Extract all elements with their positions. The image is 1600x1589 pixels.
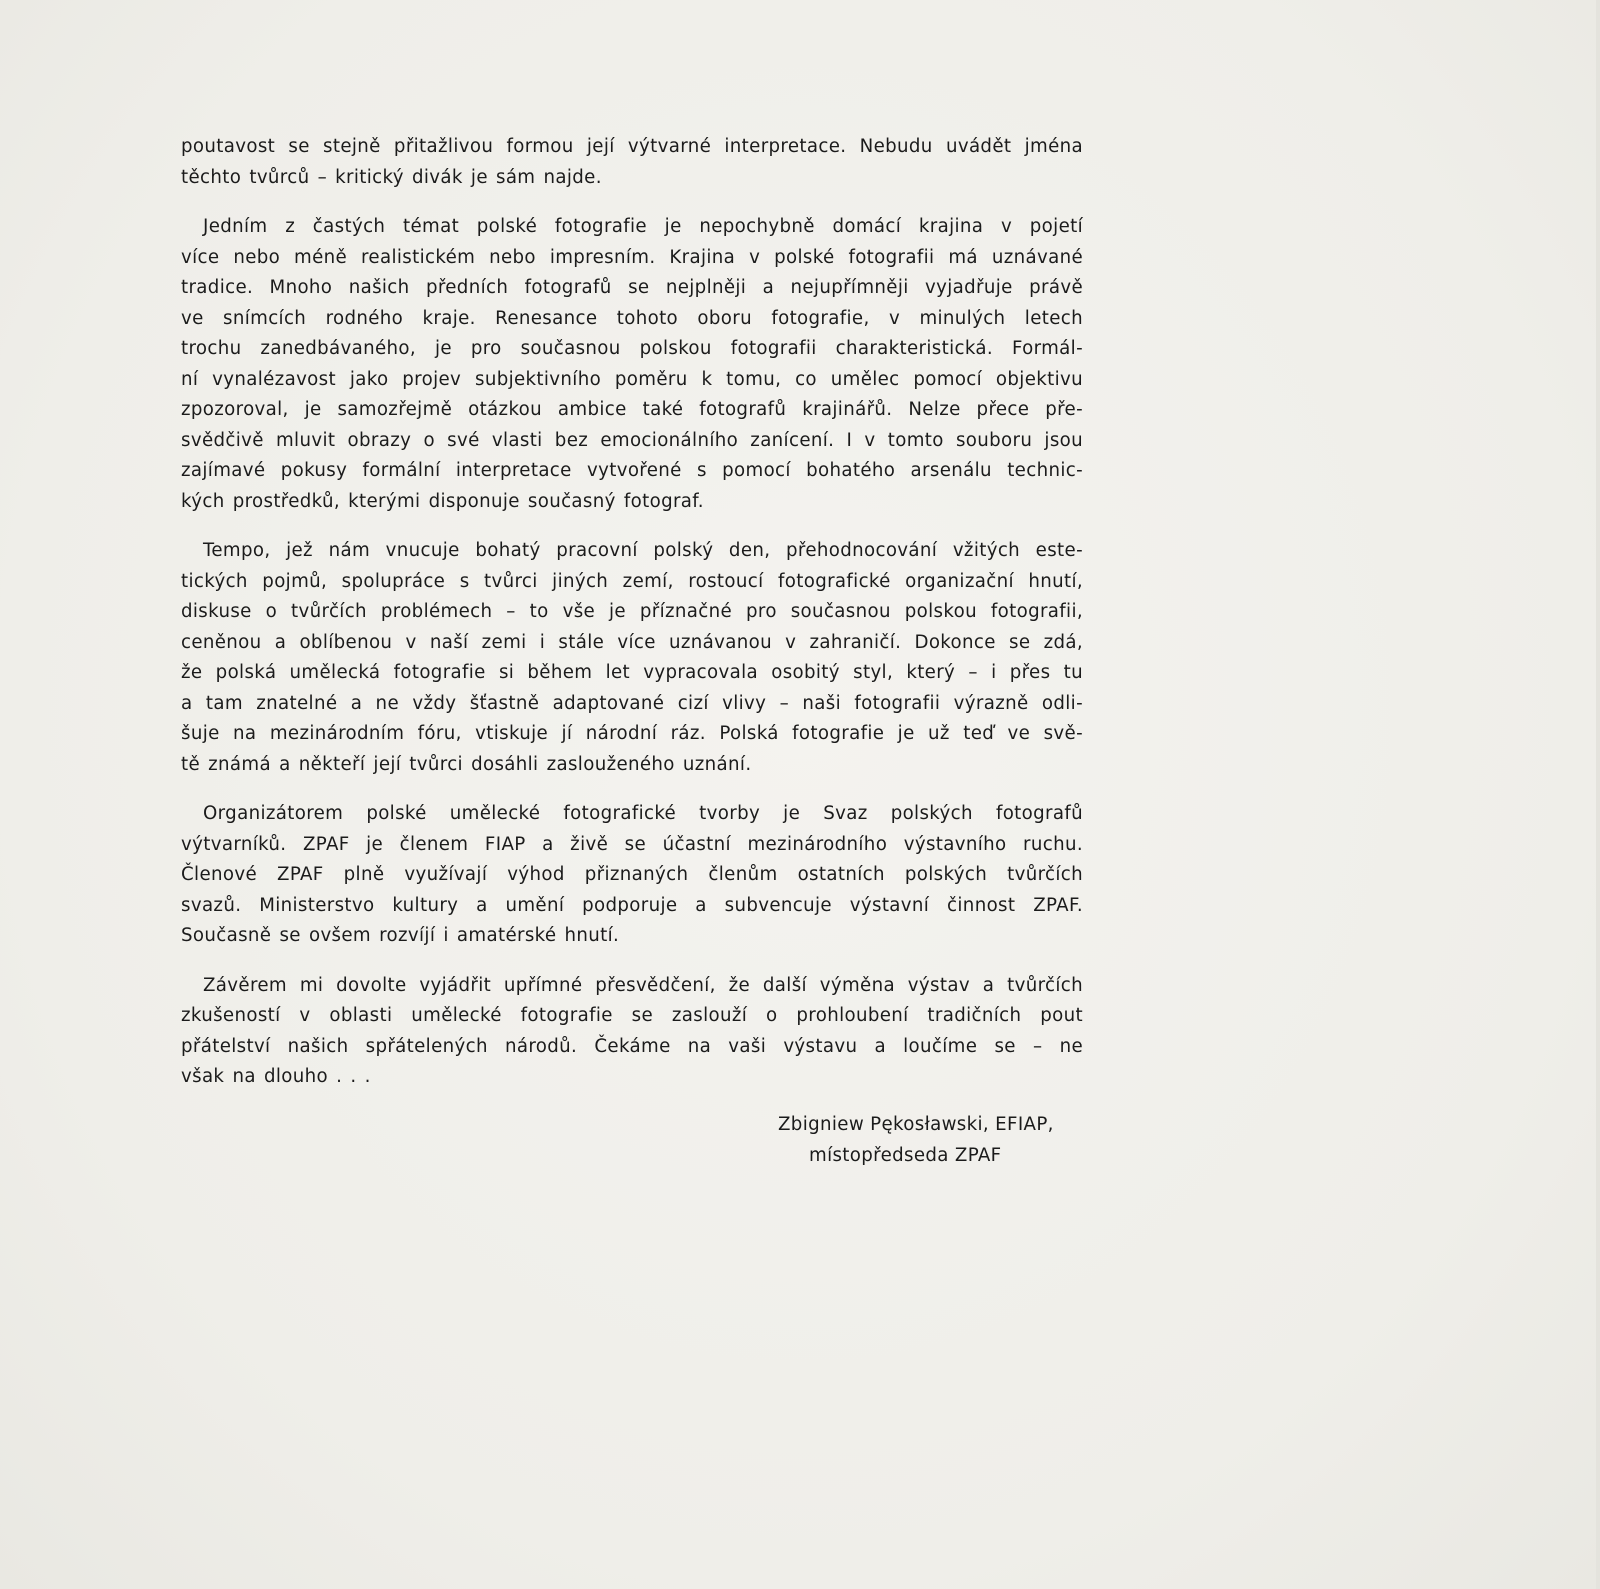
text-line: těchto tvůrců – kritický divák je sám najde.: [181, 166, 602, 188]
text-line: ve snímcích rodného kraje. Renesance tohoto oboru fotografie, v minulých letech: [181, 307, 1083, 329]
body-text: [181, 132, 1083, 1112]
paragraph-conclusion: [181, 971, 1083, 1093]
text-line: více nebo méně realistickém nebo impresním. Krajina v polské fotografii má uznávané: [181, 246, 1083, 268]
paragraph-tempo: [181, 536, 1083, 780]
text-line: zpozoroval, je samozřejmě otázkou ambice také fotografů krajinářů. Nelze přece pře-: [181, 399, 1083, 420]
text-line: tických pojmů, spolupráce s tvůrci jiných zemí, rostoucí fotografické organizační hnutí,: [181, 570, 1083, 592]
signature-title: místopředseda ZPAF: [809, 1144, 1002, 1166]
page-edge: [1596, 0, 1600, 1589]
text-line: tradice. Mnoho našich předních fotografů se nejplněji a nejupřímněji vyjadřuje právě: [181, 277, 1083, 298]
text-line: kých prostředků, kterými disponuje současný fotograf.: [181, 490, 704, 512]
text-line: poutavost se stejně přitažlivou formou její výtvarné interpretace. Nebudu uvádět jména: [181, 136, 1083, 157]
text-line: přátelství našich spřátelených národů. Čekáme na vaši výstavu a loučíme se – ne: [181, 1035, 1083, 1057]
signature: [778, 1110, 1054, 1171]
paragraph-organizer: [181, 799, 1083, 952]
signature-name: Zbigniew Pękosławski, EFIAP,: [778, 1114, 1054, 1135]
text-line: Jedním z častých témat polské fotografie je nepochybně domácí krajina v pojetí: [203, 216, 1083, 237]
text-line: trochu zanedbávaného, je pro současnou polskou fotografii charakteristická. Formál-: [181, 338, 1083, 359]
text-line: svědčivě mluvit obrazy o své vlasti bez emocionálního zanícení. I v tomto souboru jsou: [181, 429, 1083, 451]
text-line: a tam znatelné a ne vždy šťastně adaptované cizí vlivy – naši fotografii výrazně odli-: [181, 692, 1083, 714]
paragraph-continuation: [181, 132, 1083, 193]
paragraph-landscape: [181, 212, 1083, 517]
text-line: Tempo, jež nám vnucuje bohatý pracovní polský den, přehodnocování vžitých este-: [203, 540, 1083, 561]
text-line: svazů. Ministerstvo kultury a umění podporuje a subvencuje výstavní činnost ZPAF.: [181, 894, 1083, 916]
text-line: ceněnou a oblíbenou v naší zemi i stále více uznávanou v zahraničí. Dokonce se zdá,: [181, 631, 1083, 653]
text-line: že polská umělecká fotografie si během let vypracovala osobitý styl, který – i přes tu: [181, 662, 1083, 683]
text-line: tě známá a někteří její tvůrci dosáhli zaslouženého uznání.: [181, 753, 752, 775]
text-line: Organizátorem polské umělecké fotografické tvorby je Svaz polských fotografů: [203, 803, 1083, 824]
text-line: ní vynalézavost jako projev subjektivního poměru k tomu, co umělec pomocí objektivu: [181, 368, 1083, 390]
text-line: výtvarníků. ZPAF je členem FIAP a živě se účastní mezinárodního výstavního ruchu.: [181, 833, 1083, 855]
text-line: zajímavé pokusy formální interpretace vytvořené s pomocí bohatého arsenálu technic-: [181, 460, 1083, 481]
text-line: Členové ZPAF plně využívají výhod přiznaných členům ostatních polských tvůrčích: [181, 864, 1083, 885]
text-line: šuje na mezinárodním fóru, vtiskuje jí národní ráz. Polská fotografie je už teď ve svě-: [181, 723, 1083, 744]
text-line: zkušeností v oblasti umělecké fotografie se zaslouží o prohloubení tradičních pout: [181, 1005, 1083, 1026]
text-line: Současně se ovšem rozvíjí i amatérské hnutí.: [181, 925, 620, 946]
text-line: diskuse o tvůrčích problémech – to vše je příznačné pro současnou polskou fotografii,: [181, 601, 1083, 622]
text-line: však na dlouho . . .: [181, 1066, 371, 1087]
text-line: Závěrem mi dovolte vyjádřit upřímné přesvědčení, že další výměna výstav a tvůrčích: [203, 974, 1083, 996]
